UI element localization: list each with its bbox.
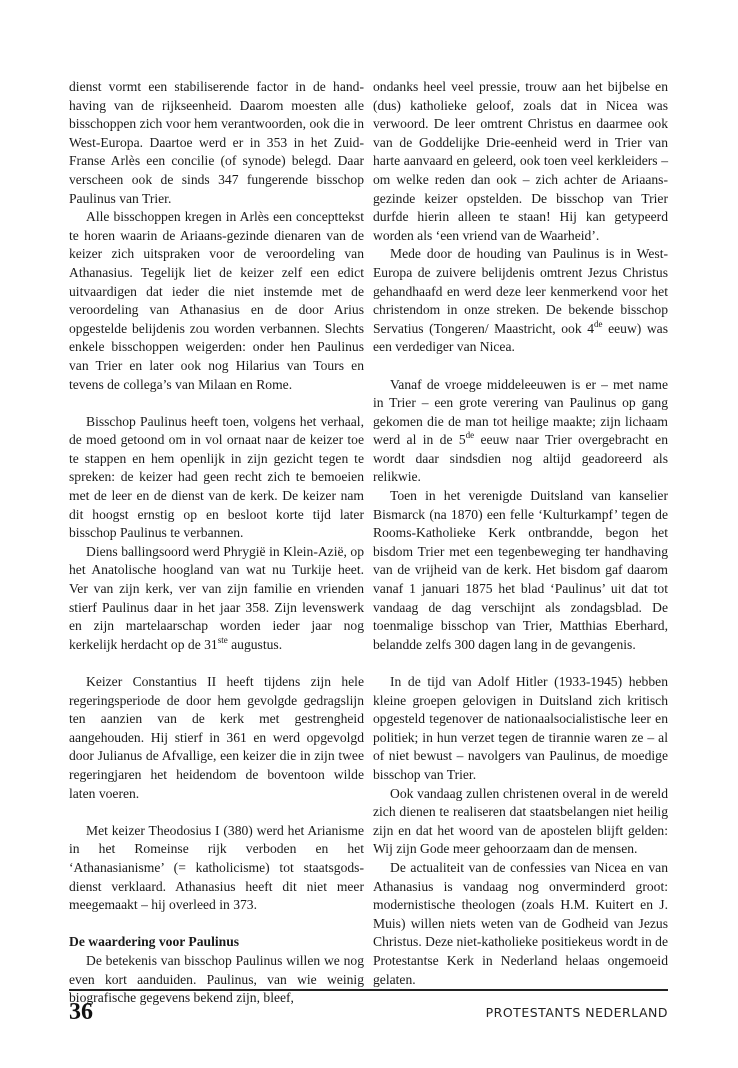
paragraph: De betekenis van bisschop Paulinus willen we nog even kort aanduiden. Paulinus, van wie weinig biografische gegevens bekend zijn, bleef, xyxy=(69,952,364,1006)
paragraph-text: Mede door de houding van Paulinus is in West-Europa de zuivere belijdenis omtrent Jezus Christus gehandhaafd en werd deze leer kenmerkend voor het christendom in onze streken. De bekende bisschop Servatius (Tongeren/ Maastricht, ook 4 xyxy=(373,246,668,336)
section-heading: De waardering voor Paulinus xyxy=(69,934,240,950)
paragraph: Keizer Constantius II heeft tijdens zijn hele regeringsperiode de door hem gevolgde gedragslijn ten aanzien van de kerk met gestrengheid aangehouden. Hij stierf in 361 en werd opgevolgd door Julianus de Afvallige, een keizer die in zijn twee regeringjaren het heidendom de boventoon wilde laten voeren. xyxy=(69,674,364,801)
paragraph xyxy=(373,376,668,488)
paragraph: dienst vormt een stabiliserende factor in de handhaving van de rijkseenheid. Daarom moesten alle bisschoppen zich voor hem verantwoorden, ook die in West-Europa. Daartoe werd er in 353 in het Zuid-Franse Arlès een concilie (of synode) belegd. Daar verscheen ook de sinds 347 fungerende bisschop Paulinus van Trier. xyxy=(69,79,364,206)
paragraph-text: eeuw naar Trier overgebracht en wordt daar sindsdien nog altijd geadoreerd als relikwie. xyxy=(373,432,668,485)
paragraph: De actualiteit van de confessies van Nicea en van Athanasius is vandaag nog onverminderd groot: modernistische theologen (zoals H.M. Kuitert en J. Muis) willen niets weten van de Godheid van Jezus Christus. Deze niet-katholieke positiekeus wordt in de Protestantse Kerk in Nederland helaas ongemoeid gelaten. xyxy=(373,859,668,987)
paragraph: Ook vandaag zullen christenen overal in de wereld zich dienen te realiseren dat staatsbelangen niet heilig zijn en dat het woord van de apostelen blijft gelden: Wij zijn Gode meer gehoorzaam dan de mensen. xyxy=(373,785,668,857)
page-number: 36 xyxy=(69,999,93,1025)
paragraph: Toen in het verenigde Duitsland van kanselier Bismarck (na 1870) een felle ‘Kulturkampf’ tegen de Rooms-Katholieke Kerk ontbrandde, begon het bisdom Trier met een tegenbeweging ter handhaving van de vrijheid van de kerk. Het bisdom gaf daarom vanaf 1 januari 1875 het blad ‘Paulinus’ uit dat tot vandaag de dag verschijnt als zondagsblad. De toenmalige bisschop van Trier, Matthias Eberhard, belandde zelfs 300 dagen lang in de gevangenis. xyxy=(373,488,668,652)
left-column xyxy=(69,78,364,1008)
paragraph: In de tijd van Adolf Hitler (1933-1945) hebben kleine groepen gelovigen in Duitsland zich kritisch opgesteld tegenover de nationaalsocialistische leer en politiek; in hun verzet tegen de tirannie waren ze – al of niet bewust – navolgers van Paulinus, de moedige bisschop van Trier. xyxy=(373,674,668,782)
paragraph-text: Vanaf de vroege middeleeuwen is er – met name in Trier – een grote verering van Paulinus op gang gekomen die de man tot heilige maakte; zijn lichaam werd al in de 5 xyxy=(373,376,668,448)
ordinal-suffix: ste xyxy=(217,634,228,645)
paragraph: Met keizer Theodosius I (380) werd het Arianisme in het Romeinse rijk verboden en het ‘Athanasianisme’ (= katholicisme) tot staatsgodsdienst verklaard. Athanasius heeft dit niet meer meegemaakt – hij overleed in 373. xyxy=(69,822,364,913)
right-column xyxy=(373,78,668,989)
paragraph xyxy=(373,245,668,357)
paragraph: Alle bisschoppen kregen in Arlès een concepttekst te horen waarin de Ariaans-gezinde dienaren van de keizer zich uitspraken voor de veroordeling van Athanasius. Tegelijk liet de keizer zelf een edict uitvaardigen dat ieder die niet instemde met de veroordeling van Athanasius en de door Arius opgestelde belijdenis zou worden verbannen. Slechts enkele bisschoppen weigerden: onder hen Paulinus van Trier en later ook nog Hilarius van Tours en tevens de collega’s van Milaan en Rome. xyxy=(69,209,364,392)
paragraph xyxy=(69,543,364,655)
paragraph-text: Diens ballingsoord werd Phrygië in Klein-Azië, op het Anatolische hoogland van wat nu Turkije heet. Ver van zijn kerk, ver van zijn familie en vrienden stierf Paulinus daar in het jaar 358. Zijn levenswerk en zijn martelaarschap worden ieder jaar nog kerkelijk herdacht op de 31 xyxy=(69,543,364,652)
paragraph-text: augustus. xyxy=(227,636,283,652)
ordinal-suffix: de xyxy=(594,318,603,329)
footer-divider xyxy=(69,989,668,991)
paragraph: ondanks heel veel pressie, trouw aan het bijbelse en (dus) katholieke geloof, zoals dat in Nicea was verwoord. De leer omtrent Christus en daarmee ook van de Goddelijke Drie-eenheid werd in Trier van harte aanvaard en geleerd, ook toen veel kerkleiders – om welke reden dan ook – zich achter de Ariaans-gezinde keizer opstelden. De bisschop van Trier durfde hierin alleen te staan! Hij kan getypeerd worden als ‘een vriend van de Waarheid’. xyxy=(373,79,668,243)
paragraph: Bisschop Paulinus heeft toen, volgens het verhaal, de moed getoond om in vol ornaat naar de keizer toe te stappen en hem openlijk in zijn gezicht tegen te spreken: de keizer had geen recht zich te bemoeien met de leer en de dienst van de kerk. De keizer nam dit hoogst ernstig op en besloot korte tijd later bisschop Paulinus te verbannen. xyxy=(69,413,364,541)
paragraph-text: eeuw) was een verdediger van Nicea. xyxy=(373,320,668,355)
ordinal-suffix: de xyxy=(465,430,475,441)
publication-title: PROTESTANTS NEDERLAND xyxy=(485,1005,668,1020)
